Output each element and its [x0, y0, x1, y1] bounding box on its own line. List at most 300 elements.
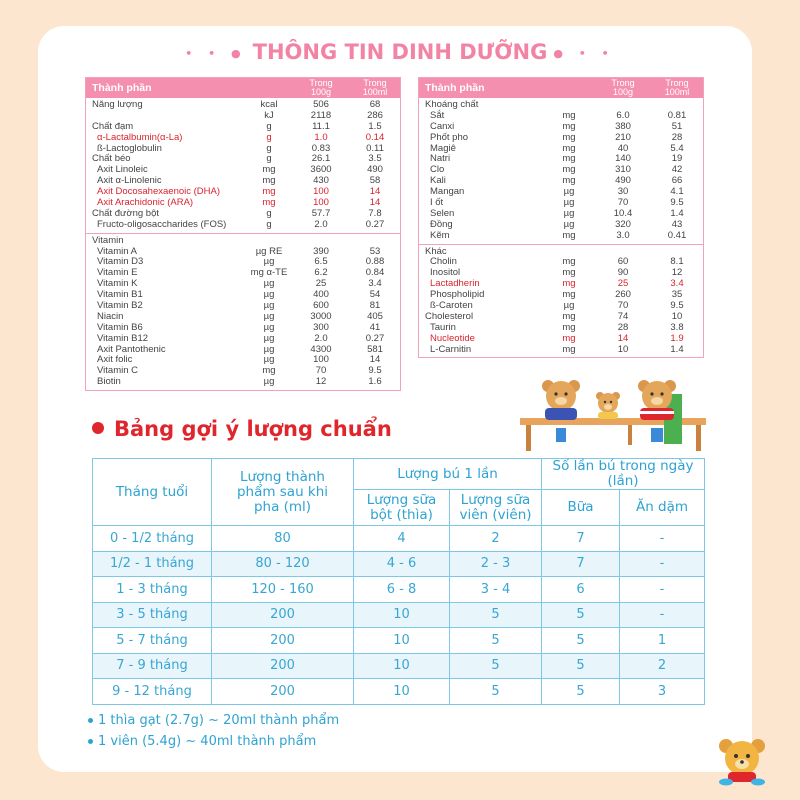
cell-meal: 6 [542, 577, 620, 603]
cell-meal: 5 [542, 679, 620, 705]
value-per-100ml: 3.4 [368, 278, 382, 290]
nutrient-unit: mg [562, 310, 576, 322]
nutrient-unit: mg [562, 267, 576, 279]
nutrient-name: Axit α-Linolenic [97, 175, 162, 187]
header-line: 100ml [664, 87, 690, 97]
header-line: 100g [612, 87, 634, 97]
header-age: Tháng tuổi [93, 459, 212, 526]
cell-meal: 5 [542, 602, 620, 628]
value-per-100g: 390 [313, 245, 329, 257]
nutrient-unit: µg [263, 256, 275, 268]
value-per-100g: 6.2 [314, 267, 328, 279]
cell-age: 9 - 12 tháng [93, 679, 212, 705]
bullet-icon [92, 422, 104, 434]
value-per-100g: 60 [617, 256, 629, 268]
header-per-100g [603, 79, 643, 97]
nutrient-name: α-Lactalbumin(α-La) [97, 131, 183, 143]
value-per-100g: 25 [315, 278, 327, 290]
decor-dots-right: ● • • [553, 46, 615, 60]
nutrient-unit: mg [562, 321, 576, 333]
header-line: Trong [309, 78, 333, 88]
bear-icon [542, 380, 580, 442]
table-row [93, 526, 705, 552]
cell-solid: - [620, 551, 705, 577]
nutrient-name: Vitamin K [97, 278, 138, 290]
nutrient-name: Niacin [97, 310, 124, 322]
table-row [86, 111, 400, 122]
nutrient-unit: µg [263, 310, 275, 322]
value-per-100ml: 9.5 [368, 365, 382, 377]
value-per-100ml: 42 [671, 164, 683, 176]
nutrient-unit: µg [263, 332, 275, 344]
value-per-100ml: 1.4 [670, 343, 684, 355]
nutrient-unit: µg [263, 289, 275, 301]
cell-age: 1/2 - 1 tháng [93, 551, 212, 577]
nutrient-name: Vitamin [92, 234, 124, 246]
nutrient-name: Fructo-oligosaccharides (FOS) [97, 218, 227, 230]
bear-icon [596, 392, 620, 419]
nutrient-name: Kali [430, 175, 446, 187]
table-row [419, 133, 703, 144]
nutrient-unit: µg RE [255, 245, 283, 257]
nutrient-name: Sắt [430, 109, 445, 121]
value-per-100g: 28 [617, 321, 629, 333]
value-per-100g: 400 [313, 289, 329, 301]
nutrient-name: Phospholipid [430, 289, 485, 301]
nutrient-name: Mangan [430, 186, 465, 198]
value-per-100ml: 58 [369, 175, 381, 187]
suggestion-title: Bảng gợi ý lượng chuẩn [92, 417, 392, 441]
nutrient-unit: g [266, 131, 272, 143]
value-per-100ml: 66 [671, 175, 683, 187]
value-per-100g: 70 [315, 365, 327, 377]
cell-age: 5 - 7 tháng [93, 628, 212, 654]
nutrient-name: Vitamin E [97, 267, 138, 279]
bullet-icon [88, 739, 93, 744]
nutrient-name: Vitamin B12 [97, 332, 149, 344]
nutrient-unit: kJ [264, 109, 274, 121]
nutrient-name: Lactadherin [430, 278, 480, 290]
value-per-100ml: 8.1 [670, 256, 684, 268]
cell-powder: 4 - 6 [354, 551, 450, 577]
header-line: Trong [665, 78, 689, 88]
table-row [86, 345, 400, 356]
table-row [419, 165, 703, 176]
cell-amount: 200 [212, 602, 354, 628]
nutrient-unit: mg [562, 109, 576, 121]
value-per-100ml: 1.6 [368, 376, 382, 388]
value-per-100g: 490 [615, 175, 631, 187]
value-per-100g: 30 [617, 186, 629, 198]
table-row [419, 231, 703, 242]
value-per-100ml: 581 [367, 343, 383, 355]
value-per-100g: 0.83 [311, 142, 331, 154]
header-line: Trong [611, 78, 635, 88]
value-per-100g: 57.7 [311, 207, 331, 219]
table-row [86, 366, 400, 377]
value-per-100ml: 1.4 [670, 207, 684, 219]
nutrient-unit: µg [263, 321, 275, 333]
value-per-100ml: 9.5 [670, 197, 684, 209]
value-per-100ml: 5.4 [670, 142, 684, 154]
value-per-100ml: 54 [369, 289, 381, 301]
nutrient-name: Axit folic [97, 354, 133, 366]
note-item: 1 thìa gạt (2.7g) ~ 20ml thành phẩm [88, 710, 339, 731]
cell-powder: 10 [354, 602, 450, 628]
value-per-100ml: 12 [671, 267, 683, 279]
table-section [86, 234, 400, 390]
header-component: Thành phần [92, 82, 152, 94]
value-per-100ml: 0.41 [667, 229, 687, 241]
table-header [419, 78, 703, 98]
note-item: 1 viên (5.4g) ~ 40ml thành phẩm [88, 731, 339, 752]
value-per-100g: 11.1 [312, 120, 330, 132]
table-row [86, 334, 400, 345]
nutrient-unit: mg [262, 365, 276, 377]
nutrient-name: Axit Docosahexaenoic (DHA) [97, 186, 221, 198]
value-per-100g: 10 [617, 343, 629, 355]
value-per-100ml: 35 [671, 289, 683, 301]
nutrient-name: Taurin [430, 321, 456, 333]
value-per-100ml: 3.4 [670, 278, 684, 290]
value-per-100ml: 51 [671, 120, 683, 132]
value-per-100ml: 7.8 [368, 207, 382, 219]
value-per-100ml: 14 [369, 197, 381, 209]
header-times: Số lần bú trong ngày (lần) [542, 459, 705, 490]
nutrient-unit: g [266, 218, 272, 230]
nutrient-name: Magiê [430, 142, 456, 154]
value-per-100g: 140 [615, 153, 631, 165]
header-meal: Bữa [542, 490, 620, 526]
nutrient-name: Vitamin A [97, 245, 137, 257]
value-per-100ml: 43 [671, 218, 683, 230]
table-header [86, 78, 400, 98]
nutrient-unit: g [266, 142, 272, 154]
nutrient-unit: µg [563, 197, 575, 209]
nutrient-unit: g [266, 153, 272, 165]
nutrition-table-left [85, 77, 401, 391]
cell-meal: 7 [542, 551, 620, 577]
nutrient-unit: mg α-TE [250, 267, 288, 279]
notes [88, 710, 339, 752]
table-row [86, 377, 400, 388]
header-tablet: Lượng sữa viên (viên) [450, 490, 542, 526]
nutrient-unit: mg [562, 256, 576, 268]
table-section [419, 98, 703, 245]
value-per-100g: 40 [617, 142, 629, 154]
nutrition-table-right [418, 77, 704, 358]
value-per-100g: 70 [617, 197, 629, 209]
header-per-100ml [657, 79, 697, 97]
nutrient-unit: mg [562, 175, 576, 187]
table-row [419, 144, 703, 155]
value-per-100ml: 405 [367, 310, 383, 322]
value-per-100g: 320 [615, 218, 631, 230]
nutrient-name: Clo [430, 164, 445, 176]
nutrient-unit: mg [262, 197, 276, 209]
value-per-100g: 4300 [310, 343, 332, 355]
cell-tablet: 3 - 4 [450, 577, 542, 603]
nutrient-name: Đồng [430, 218, 453, 230]
value-per-100g: 506 [313, 99, 329, 110]
value-per-100g: 3.0 [616, 229, 630, 241]
nutrient-unit: mg [562, 131, 576, 143]
nutrient-name: Axit Pantothenic [97, 343, 166, 355]
value-per-100g: 70 [617, 300, 629, 312]
nutrient-unit: g [266, 120, 272, 132]
nutrient-name: Khoáng chất [425, 99, 479, 110]
nutrient-unit: mg [562, 153, 576, 165]
cell-solid: 1 [620, 628, 705, 654]
value-per-100g: 12 [315, 376, 327, 388]
value-per-100ml: 490 [367, 164, 383, 176]
value-per-100g: 600 [313, 300, 329, 312]
cell-age: 3 - 5 tháng [93, 602, 212, 628]
nutrient-name: Phốt pho [430, 131, 469, 143]
table-section [86, 98, 400, 234]
header-solid: Ăn dặm [620, 490, 705, 526]
nutrient-unit: mg [562, 289, 576, 301]
nutrient-unit: µg [563, 186, 575, 198]
nutrient-name: Inositol [430, 267, 461, 279]
value-per-100ml: 19 [671, 153, 683, 165]
value-per-100ml: 14 [369, 186, 381, 198]
table-row [86, 133, 400, 144]
value-per-100ml: 68 [369, 99, 381, 110]
nutrient-name: Axit Arachidonic (ARA) [97, 197, 194, 209]
value-per-100g: 100 [313, 197, 329, 209]
table-row [419, 111, 703, 122]
table-row [419, 198, 703, 209]
cell-powder: 10 [354, 628, 450, 654]
nutrient-name: Khác [425, 245, 447, 257]
cell-amount: 80 - 120 [212, 551, 354, 577]
header-line: Trong [363, 78, 387, 88]
value-per-100g: 380 [615, 120, 631, 132]
nutrient-name: Cholin [430, 256, 457, 268]
value-per-100g: 6.0 [616, 109, 630, 121]
header-per-100g [301, 79, 341, 97]
table-row [86, 144, 400, 155]
cell-amount: 80 [212, 526, 354, 552]
nutrient-unit: g [266, 207, 272, 219]
table-row [419, 257, 703, 268]
value-per-100g: 310 [615, 164, 631, 176]
page-header [0, 40, 800, 64]
table-row [419, 154, 703, 165]
header-amount: Lượng thành phẩm sau khi pha (ml) [212, 459, 354, 526]
nutrient-name: I ốt [430, 197, 444, 209]
table-row [93, 551, 705, 577]
nutrient-name: Năng lượng [92, 99, 143, 110]
nutrient-name: Cholesterol [425, 310, 474, 322]
nutrient-unit: µg [263, 278, 275, 290]
nutrient-unit: mg [562, 229, 576, 241]
header-powder: Lượng sữa bột (thìa) [354, 490, 450, 526]
value-per-100g: 100 [313, 186, 329, 198]
value-per-100ml: 1.5 [368, 120, 382, 132]
cell-tablet: 5 [450, 653, 542, 679]
nutrient-unit: µg [563, 218, 575, 230]
value-per-100ml: 0.27 [365, 332, 385, 344]
value-per-100ml: 0.14 [365, 131, 385, 143]
table-row [419, 100, 703, 111]
table-row [93, 602, 705, 628]
value-per-100g: 3000 [310, 310, 332, 322]
nutrient-name: ß-Lactoglobulin [97, 142, 162, 154]
value-per-100ml: 9.5 [670, 300, 684, 312]
cell-solid: - [620, 526, 705, 552]
table-row [419, 312, 703, 323]
value-per-100ml: 1.9 [670, 332, 684, 344]
cell-amount: 120 - 160 [212, 577, 354, 603]
cell-tablet: 5 [450, 628, 542, 654]
cell-solid: - [620, 577, 705, 603]
value-per-100g: 260 [615, 289, 631, 301]
cell-age: 7 - 9 tháng [93, 653, 212, 679]
nutrient-unit: mg [562, 120, 576, 132]
nutrient-name: Chất béo [92, 153, 131, 165]
cell-meal: 7 [542, 526, 620, 552]
table-row [419, 220, 703, 231]
nutrient-name: Chất đạm [92, 120, 134, 132]
value-per-100g: 74 [617, 310, 629, 322]
value-per-100g: 300 [313, 321, 329, 333]
nutrient-unit: mg [562, 343, 576, 355]
value-per-100ml: 4.1 [670, 186, 684, 198]
value-per-100ml: 3.5 [368, 153, 382, 165]
nutrient-unit: mg [562, 278, 576, 290]
nutrient-name: Vitamin D3 [97, 256, 144, 268]
nutrient-name: Natri [430, 153, 451, 165]
nutrient-name: Canxi [430, 120, 455, 132]
header-component: Thành phần [425, 82, 485, 94]
value-per-100ml: 3.8 [670, 321, 684, 333]
cell-solid: 3 [620, 679, 705, 705]
value-per-100g: 1.0 [314, 131, 328, 143]
table-row [93, 679, 705, 705]
value-per-100g: 14 [617, 332, 629, 344]
nutrient-name: Nucleotide [430, 332, 475, 344]
cell-age: 1 - 3 tháng [93, 577, 212, 603]
nutrient-unit: µg [563, 300, 575, 312]
cell-tablet: 5 [450, 679, 542, 705]
value-per-100g: 2.0 [314, 332, 328, 344]
value-per-100g: 26.1 [311, 153, 331, 165]
nutrient-unit: mg [562, 332, 576, 344]
table-row [86, 301, 400, 312]
nutrient-name: Vitamin B2 [97, 300, 143, 312]
nutrient-unit: mg [562, 164, 576, 176]
table-row [419, 334, 703, 345]
value-per-100ml: 0.27 [365, 218, 385, 230]
value-per-100ml: 0.88 [365, 256, 385, 268]
nutrient-unit: kcal [260, 99, 278, 110]
table-row [93, 653, 705, 679]
cell-powder: 10 [354, 653, 450, 679]
table-row [86, 100, 400, 111]
table-row [93, 628, 705, 654]
cell-amount: 200 [212, 628, 354, 654]
value-per-100g: 430 [313, 175, 329, 187]
cell-age: 0 - 1/2 tháng [93, 526, 212, 552]
cell-tablet: 2 - 3 [450, 551, 542, 577]
nutrient-unit: mg [262, 186, 276, 198]
value-per-100g: 10.4 [613, 207, 633, 219]
value-per-100g: 90 [617, 267, 629, 279]
cell-tablet: 5 [450, 602, 542, 628]
nutrient-unit: mg [262, 164, 276, 176]
value-per-100ml: 286 [367, 109, 383, 121]
header-per-feed: Lượng bú 1 lần [354, 459, 542, 490]
suggestion-table [92, 458, 705, 705]
header-line: 100ml [362, 87, 388, 97]
value-per-100ml: 14 [369, 354, 381, 366]
table-row [419, 209, 703, 220]
value-per-100ml: 0.84 [365, 267, 385, 279]
bear-mascot-icon [716, 738, 768, 786]
table-row [419, 345, 703, 356]
table-row [86, 236, 400, 247]
nutrient-unit: µg [263, 354, 275, 366]
header-per-100ml [355, 79, 395, 97]
nutrient-name: Vitamin B1 [97, 289, 143, 301]
nutrient-name: ß-Caroten [430, 300, 473, 312]
value-per-100ml: 81 [369, 300, 381, 312]
bear-icon [638, 380, 682, 444]
cell-meal: 5 [542, 628, 620, 654]
cell-solid: - [620, 602, 705, 628]
cell-amount: 200 [212, 679, 354, 705]
nutrient-name: Selen [430, 207, 455, 219]
cell-powder: 6 - 8 [354, 577, 450, 603]
value-per-100g: 2.0 [314, 218, 328, 230]
value-per-100ml: 0.81 [667, 109, 687, 121]
table-row [419, 187, 703, 198]
value-per-100g: 6.5 [314, 256, 328, 268]
nutrient-unit: mg [562, 142, 576, 154]
nutrient-name: Chất đường bột [92, 207, 159, 219]
table-row [419, 247, 703, 258]
table-row [93, 577, 705, 603]
nutrient-unit: mg [262, 175, 276, 187]
nutrient-name: Axit Linoleic [97, 164, 148, 176]
cell-powder: 10 [354, 679, 450, 705]
value-per-100ml: 10 [671, 310, 683, 322]
bears-table-illustration [516, 372, 712, 452]
page-title: THÔNG TIN DINH DƯỠNG [252, 40, 548, 64]
table-section [419, 245, 703, 358]
value-per-100g: 100 [313, 354, 329, 366]
header-line: 100g [310, 87, 332, 97]
nutrient-unit: µg [263, 300, 275, 312]
value-per-100ml: 53 [369, 245, 381, 257]
nutrient-unit: µg [263, 343, 275, 355]
table-row [86, 220, 400, 231]
nutrient-unit: µg [563, 207, 575, 219]
cell-amount: 200 [212, 653, 354, 679]
decor-dots-left: • • ● [185, 46, 247, 60]
nutrient-unit: µg [263, 376, 275, 388]
bullet-icon [88, 718, 93, 723]
value-per-100g: 210 [615, 131, 631, 143]
cell-tablet: 2 [450, 526, 542, 552]
value-per-100g: 25 [617, 278, 629, 290]
value-per-100ml: 0.11 [366, 142, 384, 154]
value-per-100ml: 28 [671, 131, 683, 143]
nutrient-name: Vitamin C [97, 365, 139, 377]
nutrient-name: L-Carnitin [430, 343, 472, 355]
